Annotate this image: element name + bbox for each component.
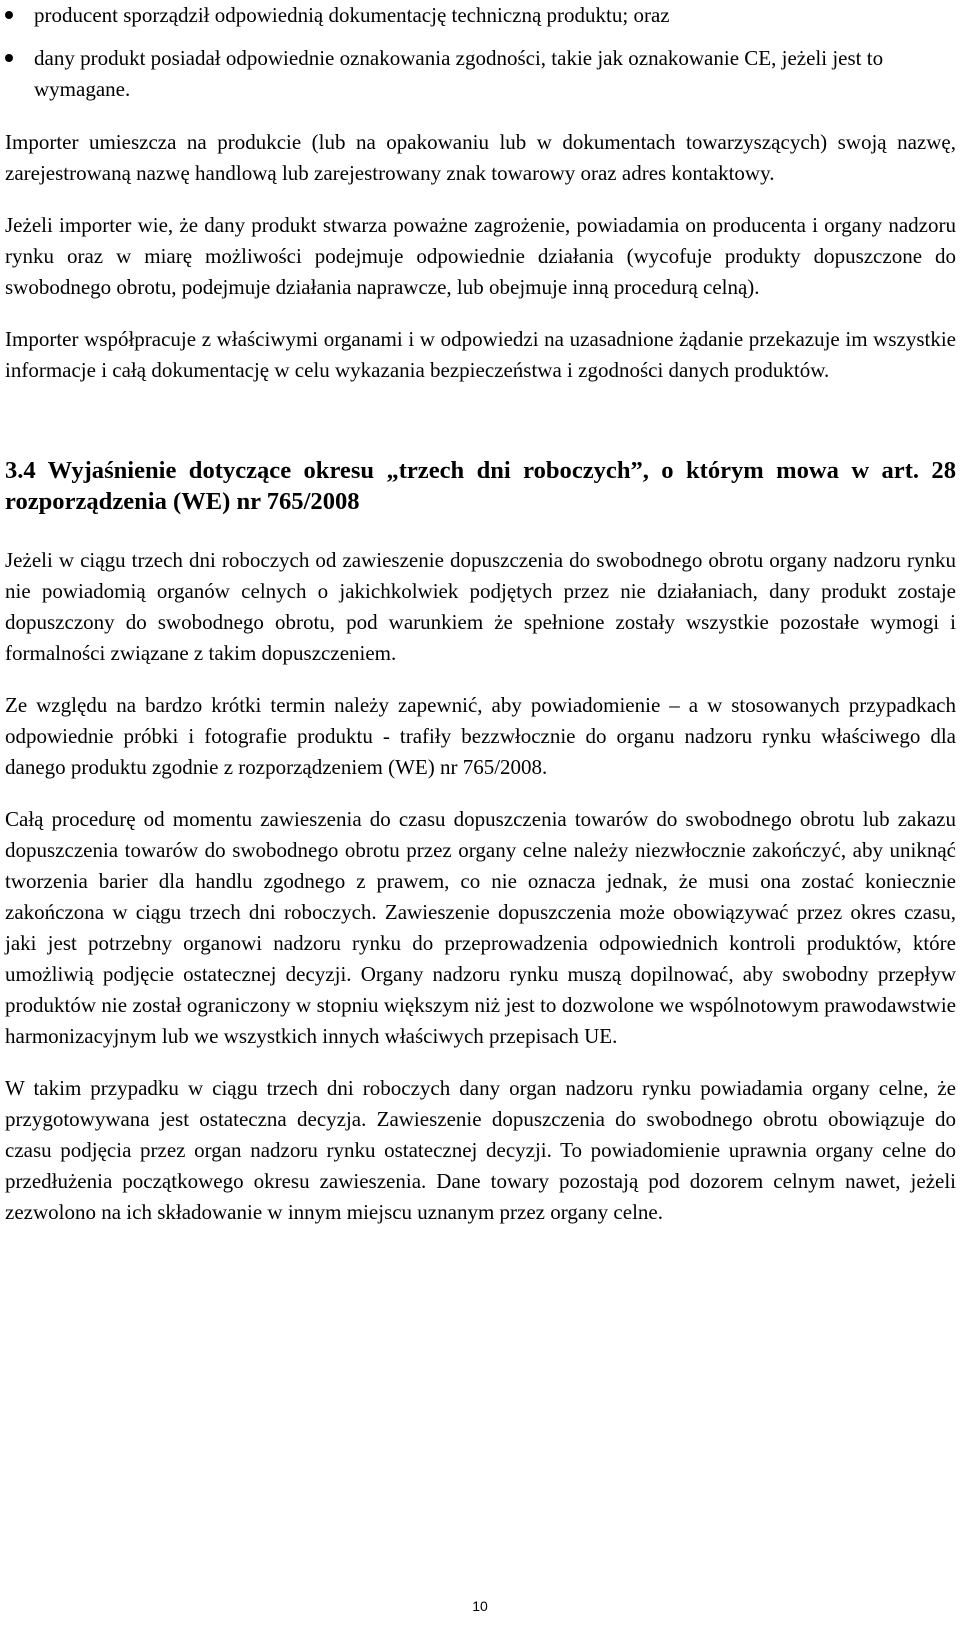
bullet-text: producent sporządził odpowiednią dokumentację techniczną produktu; oraz: [34, 3, 670, 27]
paragraph-short-deadline: Ze względu na bardzo krótki termin należy zapewnić, aby powiadomienie – a w stosowanych przypadkach odpowiednie próbki i fotografie produktu - trafiły bezzwłocznie do organu nadzoru rynku właściwego dla danego produktu zgodnie z rozporządzeniem (WE) nr 765/2008.: [5, 693, 956, 779]
bullet-dot-icon: [5, 54, 13, 62]
paragraph-importer-cooperation: Importer współpracuje z właściwymi organami i w odpowiedzi na uzasadnione żądanie przekazuje im wszystkie informacje i całą dokumentację w celu wykazania bezpieczeństwa i zgodności danych produktów.: [5, 327, 956, 382]
bullet-text: dany produkt posiadał odpowiednie oznakowania zgodności, takie jak oznakowanie CE, jeżeli jest to wymagane.: [34, 46, 884, 101]
paragraph-importer-risk: Jeżeli importer wie, że dany produkt stwarza poważne zagrożenie, powiadamia on producenta i organy nadzoru rynku oraz w miarę możliwości podejmuje odpowiednie działania (wycofuje produkty dopuszczone do swobodnego obrotu, podejmuje działania naprawcze, lub obejmuje inną procedurą celną).: [5, 213, 956, 299]
paragraph-three-days: Jeżeli w ciągu trzech dni roboczych od zawieszenie dopuszczenia do swobodnego obrotu organy nadzoru rynku nie powiadomią organów celnych o jakichkolwiek podjętych przez nie działaniach, dany produkt zostaje dopuszczony do swobodnego obrotu, pod warunkiem że spełnione zostały wszystkie pozostałe wymogi i formalności związane z takim dopuszczeniem.: [5, 548, 956, 665]
document-body: [5, 0, 956, 1228]
page-number: 10: [472, 1598, 488, 1614]
paragraph-importer-labelling: Importer umieszcza na produkcie (lub na opakowaniu lub w dokumentach towarzyszących) swoją nazwę, zarejestrowaną nazwę handlową lub zarejestrowany znak towarowy oraz adres kontaktowy.: [5, 130, 956, 185]
bullet-dot-icon: [5, 11, 13, 19]
paragraph-procedure: Całą procedurę od momentu zawieszenia do czasu dopuszczenia towarów do swobodnego obrotu lub zakazu dopuszczenia towarów do swobodnego obrotu przez organy celne należy niezwłocznie zakończyć, aby uniknąć tworzenia barier dla handlu zgodnego z prawem, co nie oznacza jednak, że musi ona zostać koniecznie zakończona w ciągu trzech dni roboczych. Zawieszenie dopuszczenia może obowiązywać przez okres czasu, jaki jest potrzebny organowi nadzoru rynku do przeprowadzenia odpowiednich kontroli produktów, które umożliwią podjęcie ostatecznej decyzji. Organy nadzoru rynku muszą dopilnować, aby swobodny przepływ produktów nie został ograniczony w stopniu większym niż jest to dozwolone we wspólnotowym prawodawstwie harmonizacyjnym lub we wszystkich innych właściwych przepisach UE.: [5, 807, 956, 1048]
bullet-item: [5, 43, 956, 105]
bullet-item: [5, 0, 956, 31]
section-heading: 3.4 Wyjaśnienie dotyczące okresu „trzech dni roboczych”, o którym mowa w art. 28 rozporządzenia (WE) nr 765/2008: [5, 457, 956, 515]
requirements-bullet-list: [5, 0, 956, 105]
paragraph-notification: W takim przypadku w ciągu trzech dni roboczych dany organ nadzoru rynku powiadamia organy celne, że przygotowywana jest ostateczna decyzja. Zawieszenie dopuszczenia do swobodnego obrotu obowiązuje do czasu podjęcia przez organ nadzoru rynku ostatecznej decyzji. To powiadomienie uprawnia organy celne do przedłużenia początkowego okresu zawieszenia. Dane towary pozostają pod dozorem celnym nawet, jeżeli zezwolono na ich składowanie w innym miejscu uznanym przez organy celne.: [5, 1076, 956, 1224]
